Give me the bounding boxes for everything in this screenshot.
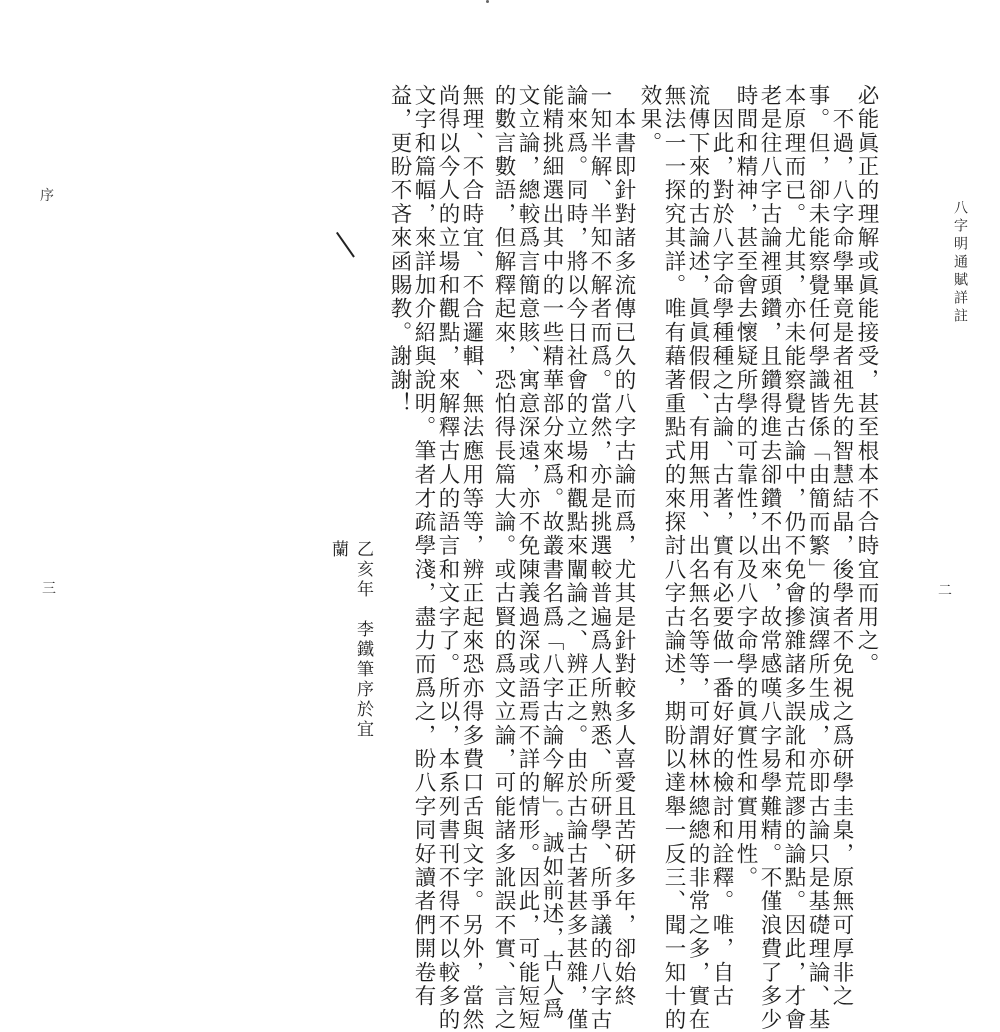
preface-signature: 乙亥年 李鐵筆序於宜蘭: [328, 540, 373, 740]
text-column: 一知半解、半知不解者而爲。當然，亦是挑選較普遍爲人所熟悉、所研學、所爭議的八字古: [587, 84, 612, 1032]
running-header-right: 八字明通賦詳註: [952, 200, 968, 326]
page-number-right: 二: [938, 583, 952, 599]
running-header-left: 序: [40, 188, 54, 204]
text-column: 流傳下來的古論述，眞眞假假、有用無用、出名無名等等，可謂林林總總的非常之多，實在: [685, 84, 710, 1032]
text-column: 益，更盼不吝來函賜教。謝謝！: [387, 84, 412, 416]
text-column: 論來爲。同時，將以今日社會的立場和觀點來闡論之、辨正之。由於古論古著甚多甚雜，僅: [563, 84, 588, 1032]
text-column: 必能眞正的理解或眞能接受，甚至根本不合時宜而用之。: [854, 84, 879, 677]
text-column: 本原理而已。尤其，亦未能察覺古論中，仍不免會摻雜諸多誤訛和荒謬的論點。因此，才會: [781, 84, 806, 1032]
pen-mark: [336, 232, 355, 258]
text-column: 無理、不合時宜、不合邏輯、無法應用等等，辨正起來恐亦得多費口舌與文字。另外，當然: [459, 84, 484, 1032]
scan-speck: [486, 0, 489, 3]
text-column: 效果。: [637, 84, 662, 156]
text-column: 文立論，總較爲言簡意賅、寓意深遠，亦不免陳義過深或語焉不詳的情形。因此，可能短短: [515, 84, 540, 1032]
text-column: 時間和精神，甚至會去懷疑所學的可靠性，以及八字命學的眞實性和實用性。: [733, 84, 758, 890]
text-column: 能精挑細選出其中的一些精華部分來爲。故叢書名爲「八字古論今解」。誠如前述，古人爲: [539, 84, 564, 1022]
text-column: 因此，對於八字命學種種之古論、古著，實有必要做一番好好的檢討和詮釋。唯，自古: [709, 84, 734, 1009]
page-number-left: 三: [42, 581, 56, 597]
text-column: 老是往八字古論裡頭鑽，且鑽得進去卻鑽不出來，故常感嘆八字易學難精。不僅浪費了多少: [757, 84, 782, 1032]
text-column: 的數言數語，但解釋起來，恐怕得長篇大論。或古賢的爲文立論，可能諸多訛誤不實、言之: [491, 84, 516, 1032]
text-column: 事。但，卻未能察覺任何學識皆係「由簡而繁」的演繹所生成，亦即古論只是基礎理論、基: [805, 84, 830, 1032]
text-column: 文字和篇幅，來詳加介紹與說明。筆者才疏學淺，盡力而爲之，盼八字同好讀者們開卷有: [411, 84, 436, 1009]
text-column: 無法一一探究其詳。唯有藉著重點式的來探討八字古論述，期盼以達舉一反三、聞一知十的: [661, 84, 686, 1032]
text-column: 不過，八字命學畢竟是者祖先的智慧結晶，後學者不免視之爲研學圭臬，原無可厚非之: [829, 84, 854, 1009]
text-column: 本書即針對諸多流傳已久的八字古論而爲，尤其是針對較多人喜愛且苦研多年，卻始終: [611, 84, 636, 1009]
text-column: 尚得以今人的立場和觀點，來解釋古人的語言和文字了。所以，本系列書刊不得不以較多的: [435, 84, 460, 1032]
